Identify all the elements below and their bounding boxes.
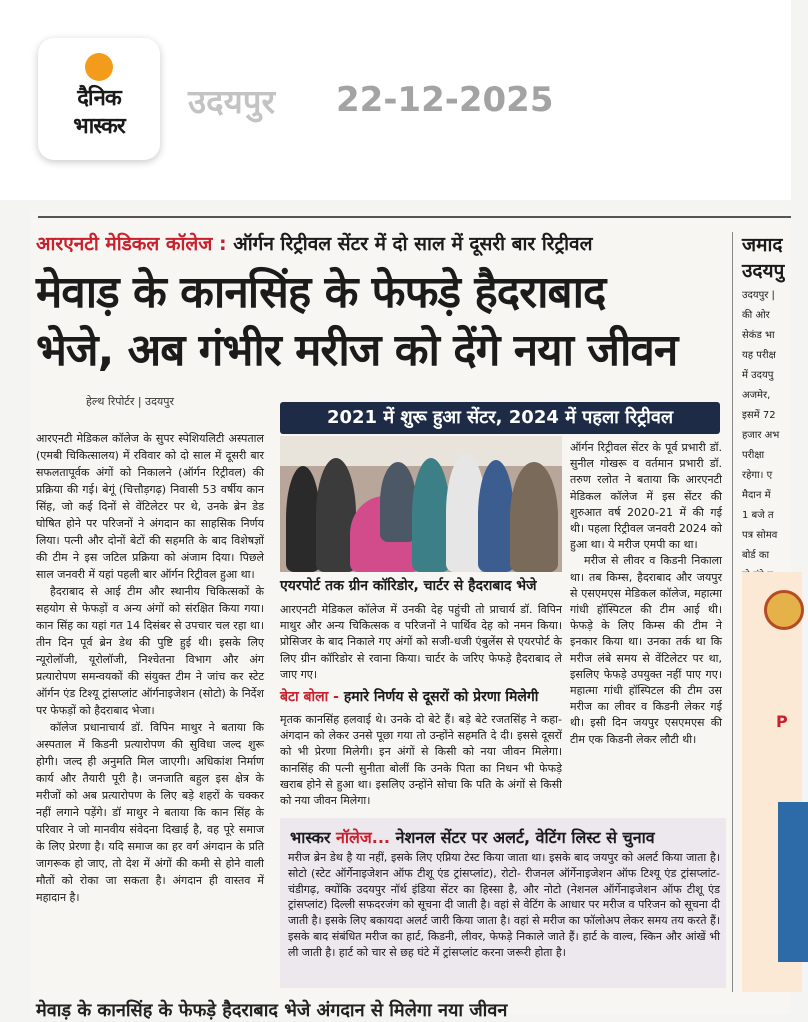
adjacent-line: परीक्षा bbox=[742, 450, 765, 461]
adjacent-line: बोर्ड का bbox=[742, 550, 770, 561]
right-column bbox=[570, 440, 722, 748]
son-quote-label: बेटा बोला - bbox=[280, 689, 339, 705]
son-quote-text: मृतक कानसिंह हलवाई थे। उनके दो बेटे हैं। बड़े बेटे रजतसिंह ने कहा- अंगदान को लेकर उनसे पूछा गया तो उन्होंने सहमति दे दी। इससे दूसरों को भी प्रेरणा मिलेगी। इन अंगों से किसी को नया जीवन मिलेगा। कानसिंह की पत्नी सुनीता बोलीं कि उनके पिता का निधन भी फेफड़े खराब होने से हुआ था। इसलिए उन्होंने सोचा कि पति के अंगों से किसी को नया जीवन मिलेगा। bbox=[280, 713, 562, 808]
knowledge-header bbox=[290, 826, 655, 848]
left-para-2: हैदराबाद से आई टीम और स्थानीय चिकित्सकों के सहयोग से फेफड़ों व अन्य अंगों को संरक्षित किया गया। कान सिंह का यहां गत 14 दिसंबर से उपचार चल रहा था। तीन दिन पूर्व ब्रेन डेथ की पुष्टि हुई थी। इसके लिए न्यूरोलॉजी, यूरोलॉजी, निश्चेतना विभाग और अंग प्रत्यारोपण समन्वयकों की संयुक्त टीम ने जांच कर स्टेट ऑर्गन एंड टिश्यू ट्रांसप्लांट ऑर्गनाइजेशन (सोटो) के निर्देश पर फेफड़ों को हैदराबाद भेजा। bbox=[36, 585, 264, 717]
knowledge-label: नॉलेज... bbox=[336, 828, 391, 847]
kicker bbox=[36, 230, 592, 256]
logo-line1: दैनिक bbox=[77, 86, 121, 111]
adjacent-line: मैदान में bbox=[742, 490, 771, 501]
adjacent-line: यह परीक्ष bbox=[742, 350, 776, 361]
edition-date[interactable]: 22-12-2025 bbox=[336, 80, 554, 120]
adjacent-heading-2: उदयपु bbox=[742, 260, 785, 282]
adjacent-line: 1 बजे त bbox=[742, 510, 774, 521]
logo-line2: भास्कर bbox=[73, 114, 125, 139]
ad-book-image bbox=[778, 802, 808, 962]
timeline-banner: 2021 में शुरू हुआ सेंटर, 2024 में पहला रिट्रीवल bbox=[280, 402, 720, 434]
adjacent-line: की ओर bbox=[742, 310, 770, 321]
son-quote-title: हमारे निर्णय से दूसरों को प्रेरणा मिलेगी bbox=[343, 689, 539, 705]
ad-letter: P bbox=[776, 712, 788, 731]
app-header bbox=[0, 0, 791, 200]
ad-emblem-icon bbox=[764, 590, 804, 630]
next-article-strip: मेवाड़ के कानसिंह के फेफड़े हैदराबाद भेजे अंगदान से मिलेगा नया जीवन bbox=[36, 1000, 508, 1021]
adjacent-line: उदयपुर | bbox=[742, 290, 775, 301]
top-rule bbox=[38, 216, 791, 218]
left-para-1: आरएनटी मेडिकल कॉलेज के सुपर स्पेशियलिटी अस्पताल (एमबी चिकित्सालय) में रविवार को दो साल में दूसरी बार सफलतापूर्वक अंगों को निकालने (ऑर्गन रिट्रीवल) की प्रक्रिया की गई। बेगूं (चित्तौड़गढ़) निवासी 53 वर्षीय कान सिंह, जो कई दिनों से वेंटिलेटर पर थे, उनके ब्रेन डेड घोषित होने पर परिजनों ने अंगदान का साहसिक निर्णय लिया। पत्नी और दोनों बेटों की सहमति के बाद विशेषज्ञों की टीम ने इस जटिल प्रक्रिया को अंजाम दिया। पिछले साल जनवरी में यहां पहली बार ऑर्गन रिट्रीवल हुआ था। bbox=[36, 432, 264, 581]
right-para-1: ऑर्गन रिट्रीवल सेंटर के पूर्व प्रभारी डॉ. सुनील गोखरू व वर्तमान प्रभारी डॉ. तरुण रलोत ने बताया कि आरएनटी मेडिकल कॉलेज में इस सेंटर की शुरुआत वर्ष 2020-21 में की गई थी। पहला रिट्रीवल जनवरी 2024 को हुआ था। ये मरीज एमपी का था। bbox=[570, 441, 722, 552]
adjacent-line: हजार अभ bbox=[742, 430, 780, 441]
knowledge-brand: भास्कर bbox=[290, 828, 331, 847]
headline-line1: मेवाड़ के कानसिंह के फेफड़े हैदराबाद bbox=[36, 267, 606, 318]
sun-icon bbox=[85, 53, 113, 81]
adjacent-line: सेकंड भा bbox=[742, 330, 775, 341]
headline-line2: भेजे, अब गंभीर मरीज को देंगे नया जीवन bbox=[36, 325, 678, 376]
edition-name[interactable]: उदयपुर bbox=[188, 82, 275, 121]
news-photo[interactable] bbox=[280, 436, 562, 572]
adjacent-article[interactable] bbox=[742, 232, 802, 562]
kicker-text: ऑर्गन रिट्रीवल सेंटर में दो साल में दूसरी बार रिट्रीवल bbox=[233, 233, 593, 255]
left-column bbox=[36, 430, 264, 906]
subhead-green-corridor: एयरपोर्ट तक ग्रीन कॉरिडोर, चार्टर से हैदराबाद भेजे bbox=[280, 578, 537, 594]
headline bbox=[36, 264, 736, 380]
green-corridor-text: आरएनटी मेडिकल कॉलेज में उनकी देह पहुंची तो प्राचार्य डॉ. विपिन माथुर और अन्य चिकित्सक व परिजनों ने पार्थिव देह को नमन किया। प्रोसिजर के बाद निकाले गए अंगों को सजी-धजी एंबुलेंस से एयरपोर्ट के लिए ग्रीन कॉरिडोर से रवाना किया। चार्टर के जरिए फेफड़े हैदराबाद ले जाए गए। bbox=[280, 603, 562, 681]
adjacent-heading-1: जमाद bbox=[742, 234, 783, 256]
epaper-page[interactable] bbox=[30, 212, 791, 1021]
adjacent-line: रहेगा। ए bbox=[742, 470, 773, 481]
kicker-label: आरएनटी मेडिकल कॉलेज : bbox=[36, 233, 227, 255]
byline: हेल्थ रिपोर्टर | उदयपुर bbox=[86, 395, 175, 408]
knowledge-text: मरीज ब्रेन डेथ है या नहीं, इसके लिए एप्निया टेस्ट किया जाता था। इसके बाद जयपुर को अलर्ट किया जाता है। सोटो (स्टेट ऑर्गेनाइजेशन ऑफ टीशू एंड ट्रांसप्लांट), रोटो- रीजनल ऑर्गेनाइजेशन ऑफ टिश्यू एंड ट्रांसप्लांट- चंडीगढ़, क्योंकि उदयपुर नॉर्थ इंडिया सेंटर का हिस्सा है, और नोटो (नेशनल ऑर्गेनाइजेशन ऑफ टीशू एंड ट्रांसप्लांट) दिल्ली सफदरजंग को सूचना दी जाती है। वहां से वेटिंग के आधार पर मरीज व परिजन को सूचना दी जाती है। इसके लिए बकायदा अलर्ट जारी किया जाता है। वहां से मरीज का फॉलोअप लेकर समय तय करते हैं। इसके बाद संबंधित मरीज का हार्ट, किडनी, लीवर, फेफड़े निकाले जाते हैं। हार्ट के वाल्व, स्किन और आंखें भी ली जाती है। हार्ट को चार से छह घंटे में ट्रांसप्लांट करना जरूरी होता है। bbox=[288, 851, 720, 959]
adjacent-line: अजमेर, bbox=[742, 390, 771, 401]
bhaskar-knowledge-box bbox=[280, 818, 726, 988]
advertisement[interactable] bbox=[742, 572, 802, 992]
adjacent-line: में उदयपु bbox=[742, 370, 774, 381]
knowledge-title: नेशनल सेंटर पर अलर्ट, वेटिंग लिस्ट से चुनाव bbox=[395, 828, 655, 847]
right-para-2: मरीज से लीवर व किडनी निकाला था। तब किम्स, हैदराबाद और जयपुर से एसएमएस मेडिकल कॉलेज, महात्मा गांधी हॉस्पिटल की टीम आई थी। फेफड़े के लिए किम्स की टीम ने इनकार किया था। उनका तर्क था कि मरीज लंबे समय से वेंटिलेटर पर था, इसलिए फेफड़े उपयुक्त नहीं पाए गए। महात्मा गांधी हॉस्पिटल की टीम उस मरीज का लीवर व किडनी लेकर गई थी। इसी दिन जयपुर एसएमएस की टीम एक किडनी लेकर लौटी थी। bbox=[570, 554, 722, 746]
column-divider bbox=[732, 232, 733, 992]
dainik-bhaskar-logo[interactable] bbox=[38, 38, 160, 160]
adjacent-line: पत्र सोमव bbox=[742, 530, 778, 541]
adjacent-line: इसमें 72 bbox=[742, 410, 776, 421]
subhead-son-quote bbox=[280, 687, 570, 706]
left-para-3: कॉलेज प्रधानाचार्य डॉ. विपिन माथुर ने बताया कि अस्पताल में किडनी प्रत्यारोपण की सुविधा जल्द शुरू होगी। जल्द ही अनुमति मिल जाएगी। अधिकांश निर्माण कार्य और तैयारी पूरी है। जनजाति बहुल इस क्षेत्र के मरीजों को अब प्रत्यारोपण के लिए बड़े शहरों के चक्कर नहीं लगाने पड़ेंगे। डॉ माथुर ने बताया कि कान सिंह के परिवार ने जो मानवीय संवेदना दिखाई है, वह पूरे समाज के लिए प्रेरणा है। यदि समाज का हर वर्ग अंगदान के प्रति जागरूक हो जाए, तो देश में अंगों की कमी से होने वाली मौतों को रोका जा सकता है। अंगदान ही वास्तव में महादान है। bbox=[36, 721, 264, 904]
